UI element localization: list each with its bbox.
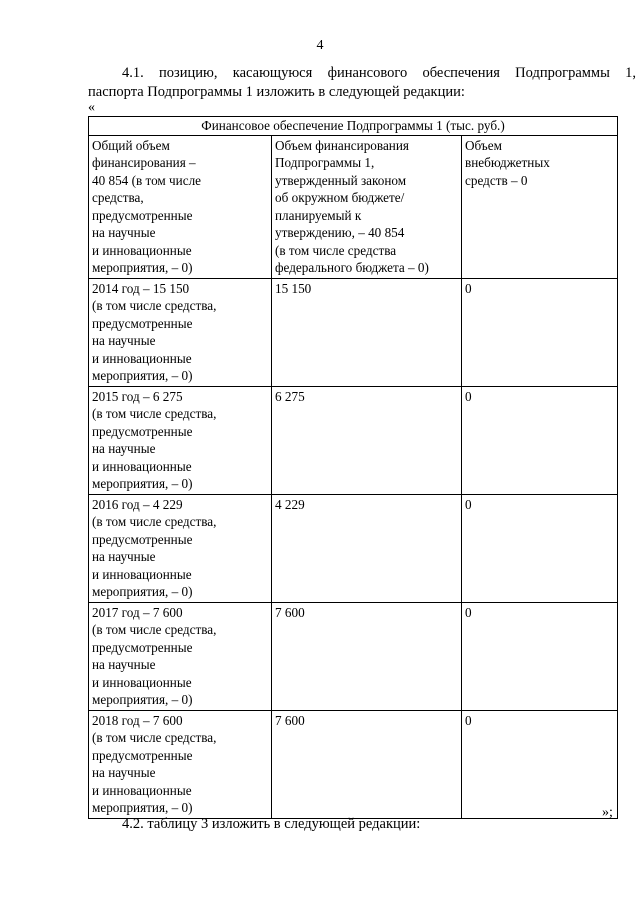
row-extrabudgetary-amount: 0 <box>462 386 618 494</box>
table-row <box>89 494 618 602</box>
header-total-financing: Общий объем финансирования – 40 854 (в том числе средства, предусмотренные на научные и инновационные мероприятия, – 0) <box>89 135 272 278</box>
row-subprogram-amount: 15 150 <box>272 278 462 386</box>
header-subprogram-financing: Объем финансирования Подпрограммы 1, утвержденный законом об окружном бюджете/ планируемый к утверждению, – 40 854 (в том числе средства федерального бюджета – 0) <box>272 135 462 278</box>
header-extrabudgetary: Объем внебюджетных средств – 0 <box>462 135 618 278</box>
table-row <box>89 710 618 818</box>
paragraph-4-1-line-1: 4.1. позицию, касающуюся финансового обеспечения Подпрограммы 1, <box>122 65 636 81</box>
row-subprogram-amount: 7 600 <box>272 710 462 818</box>
row-extrabudgetary-amount: 0 <box>462 278 618 386</box>
table-title: Финансовое обеспечение Подпрограммы 1 (тыс. руб.) <box>89 117 618 136</box>
closing-quote: »; <box>602 805 613 820</box>
page-number: 4 <box>316 38 324 53</box>
row-subprogram-amount: 6 275 <box>272 386 462 494</box>
row-year-cell: 2018 год – 7 600 (в том числе средства, предусмотренные на научные и инновационные мероприятия, – 0) <box>89 710 272 818</box>
table-header-row <box>89 135 618 278</box>
paragraph-4-1-line-2: паспорта Подпрограммы 1 изложить в следующей редакции: <box>88 84 465 100</box>
row-extrabudgetary-amount: 0 <box>462 710 618 818</box>
paragraph-4-1 <box>88 64 636 102</box>
table-row <box>89 602 618 710</box>
table-row <box>89 386 618 494</box>
row-year-cell: 2015 год – 6 275 (в том числе средства, предусмотренные на научные и инновационные мероприятия, – 0) <box>89 386 272 494</box>
row-year-cell: 2014 год – 15 150 (в том числе средства, предусмотренные на научные и инновационные мероприятия, – 0) <box>89 278 272 386</box>
paragraph-4-2: 4.2. таблицу 3 изложить в следующей редакции: <box>122 816 421 832</box>
financing-table <box>88 116 618 819</box>
opening-quote: « <box>88 100 95 115</box>
row-extrabudgetary-amount: 0 <box>462 494 618 602</box>
row-extrabudgetary-amount: 0 <box>462 602 618 710</box>
table-row <box>89 278 618 386</box>
row-year-cell: 2017 год – 7 600 (в том числе средства, предусмотренные на научные и инновационные мероприятия, – 0) <box>89 602 272 710</box>
row-subprogram-amount: 7 600 <box>272 602 462 710</box>
row-subprogram-amount: 4 229 <box>272 494 462 602</box>
row-year-cell: 2016 год – 4 229 (в том числе средства, предусмотренные на научные и инновационные мероприятия, – 0) <box>89 494 272 602</box>
